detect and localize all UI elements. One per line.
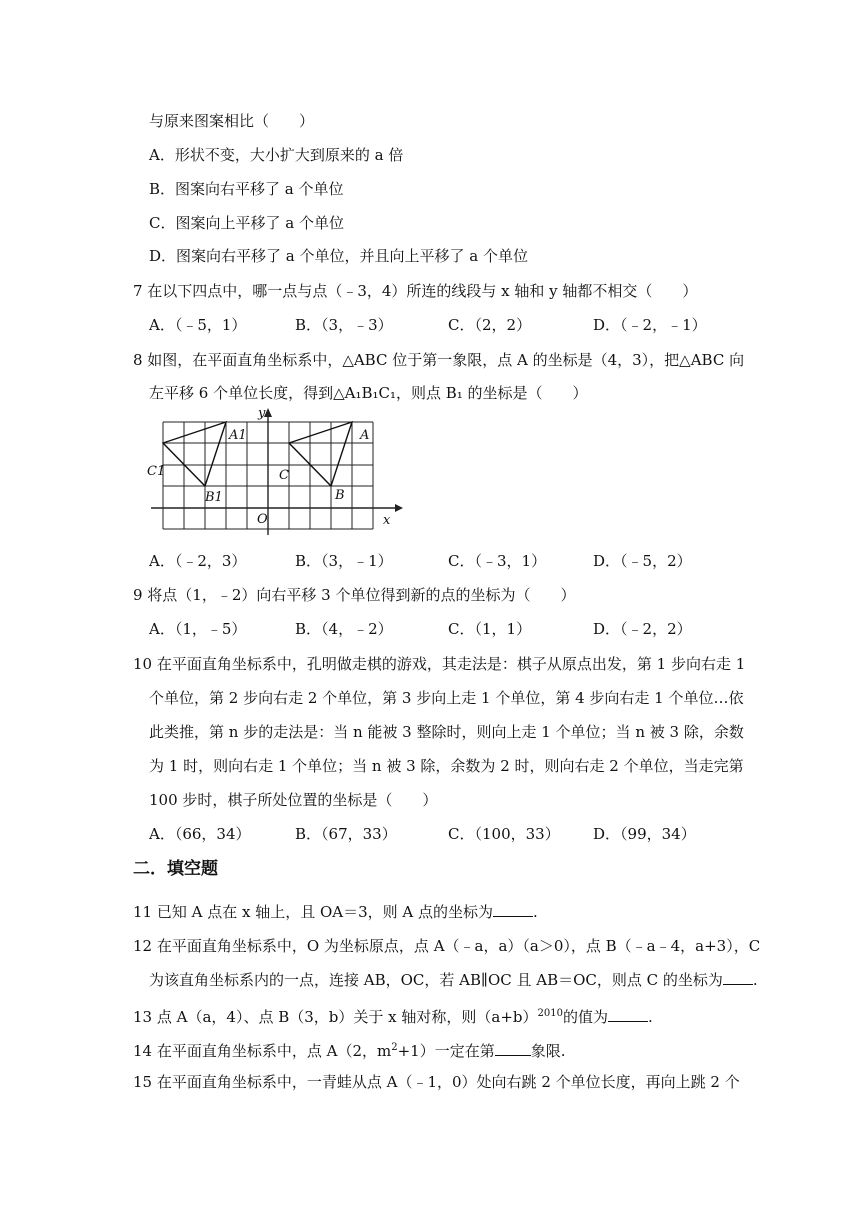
q12-line1: 12 在平面直角坐标系中，O 为坐标原点，点 A（﹣a，a）（a＞0），点 B（﹣a﹣4，a+3），C <box>133 937 761 955</box>
label-a: A <box>360 428 370 443</box>
q6-option-c: C．图案向上平移了 a 个单位 <box>149 214 344 232</box>
label-a1: A1 <box>229 428 247 443</box>
q8-stem-line1: 8 如图，在平面直角坐标系中，△ABC 位于第一象限，点 A 的坐标是（4，3），把△ABC 向 <box>133 351 745 369</box>
q9-option-b: B．（4，﹣2） <box>295 620 393 638</box>
q10-option-a: A．（66，34） <box>149 825 251 843</box>
label-c1: C1 <box>147 464 166 479</box>
q13-text-a: 13 点 A（a，4）、点 B（3，b）关于 x 轴对称，则（a+b） <box>133 1008 538 1026</box>
q8-coordinate-figure <box>145 405 405 535</box>
q8-stem-line2: 左平移 6 个单位长度，得到△A₁B₁C₁，则点 B₁ 的坐标是（ ） <box>149 384 588 402</box>
q8-option-c: C．（﹣3，1） <box>448 552 547 570</box>
q12-line2-text: 为该直角坐标系内的一点，连接 AB，OC，若 AB∥OC 且 AB＝OC，则点 C 的坐标为 <box>149 971 723 989</box>
label-b1: B1 <box>205 490 223 505</box>
q14-text-b: +1）一定在第 <box>397 1042 495 1060</box>
q15-line1: 15 在平面直角坐标系中，一青蛙从点 A（﹣1，0）处向右跳 2 个单位长度，再向上跳 2 个 <box>133 1073 740 1091</box>
q12-answer-blank[interactable] <box>723 970 753 985</box>
q9-option-a: A．（1，﹣5） <box>149 620 247 638</box>
q11-end: . <box>533 903 538 921</box>
label-c: C <box>279 468 289 483</box>
q7-option-c: C．（2，2） <box>448 316 532 334</box>
q6-stem-tail: 与原来图案相比（ ） <box>149 112 315 130</box>
q14-text-a: 14 在平面直角坐标系中，点 A（2，m <box>133 1042 392 1060</box>
q13-exponent: 2010 <box>537 1008 563 1019</box>
label-b: B <box>335 488 345 503</box>
q10-option-b: B．（67，33） <box>295 825 397 843</box>
q6-option-d: D．图案向右平移了 a 个单位，并且向上平移了 a 个单位 <box>149 247 528 265</box>
q14-end: 象限. <box>530 1042 566 1060</box>
q8-option-d: D．（﹣5，2） <box>593 552 692 570</box>
q11 <box>133 902 538 922</box>
q12-line2 <box>149 970 758 990</box>
q9-option-c: C．（1，1） <box>448 620 532 638</box>
q8-option-a: A．（﹣2，3） <box>149 552 247 570</box>
q10-line-4: 为 1 时，则向右走 1 个单位；当 n 被 3 除，余数为 2 时，则向右走 2 个单位，当走完第 <box>149 757 744 775</box>
q13-text-b: 的值为 <box>562 1008 608 1026</box>
label-x: x <box>383 513 391 528</box>
q9-stem: 9 将点（1，﹣2）向右平移 3 个单位得到新的点的坐标为（ ） <box>133 586 576 604</box>
q14-exponent: 2 <box>391 1042 398 1053</box>
q10-line-1: 10 在平面直角坐标系中，孔明做走棋的游戏，其走法是：棋子从原点出发，第 1 步向右走 1 <box>133 655 746 673</box>
triangle-abc <box>289 422 352 486</box>
q7-stem: 7 在以下四点中，哪一点与点（﹣3，4）所连的线段与 x 轴和 y 轴都不相交（ ） <box>133 282 698 300</box>
q13-end: . <box>647 1008 653 1026</box>
q12-end: . <box>752 971 758 989</box>
q8-option-b: B．（3，﹣1） <box>295 552 393 570</box>
label-y: y <box>258 406 266 421</box>
q10-line-2: 个单位，第 2 步向右走 2 个单位，第 3 步向上走 1 个单位，第 4 步向右走 1 个单位…依 <box>149 689 744 707</box>
triangle-a1b1c1 <box>163 422 226 486</box>
q14 <box>133 1038 566 1061</box>
label-o: O <box>257 512 268 527</box>
q13-answer-blank[interactable] <box>608 1007 648 1022</box>
q6-option-b: B．图案向右平移了 a 个单位 <box>149 180 344 198</box>
q10-option-c: C．（100，33） <box>448 825 560 843</box>
q10-option-d: D．（99，34） <box>593 825 696 843</box>
section-heading-fill-blank: 二．填空题 <box>133 859 218 879</box>
q10-line-5: 100 步时，棋子所处位置的坐标是（ ） <box>149 791 438 809</box>
q10-line-3: 此类推，第 n 步的走法是：当 n 能被 3 整除时，则向上走 1 个单位；当 n 被 3 除，余数 <box>149 723 744 741</box>
q7-option-b: B．（3，﹣3） <box>295 316 393 334</box>
q11-answer-blank[interactable] <box>493 902 533 917</box>
q11-text: 11 已知 A 点在 x 轴上，且 OA＝3，则 A 点的坐标为 <box>133 903 494 921</box>
q9-option-d: D．（﹣2，2） <box>593 620 692 638</box>
q14-answer-blank[interactable] <box>495 1041 531 1056</box>
q7-option-d: D．（﹣2，﹣1） <box>593 316 707 334</box>
q13 <box>133 1004 653 1027</box>
q7-option-a: A．（﹣5，1） <box>149 316 247 334</box>
x-axis-arrow-icon <box>395 504 403 512</box>
q6-option-a: A．形状不变，大小扩大到原来的 a 倍 <box>149 146 404 164</box>
